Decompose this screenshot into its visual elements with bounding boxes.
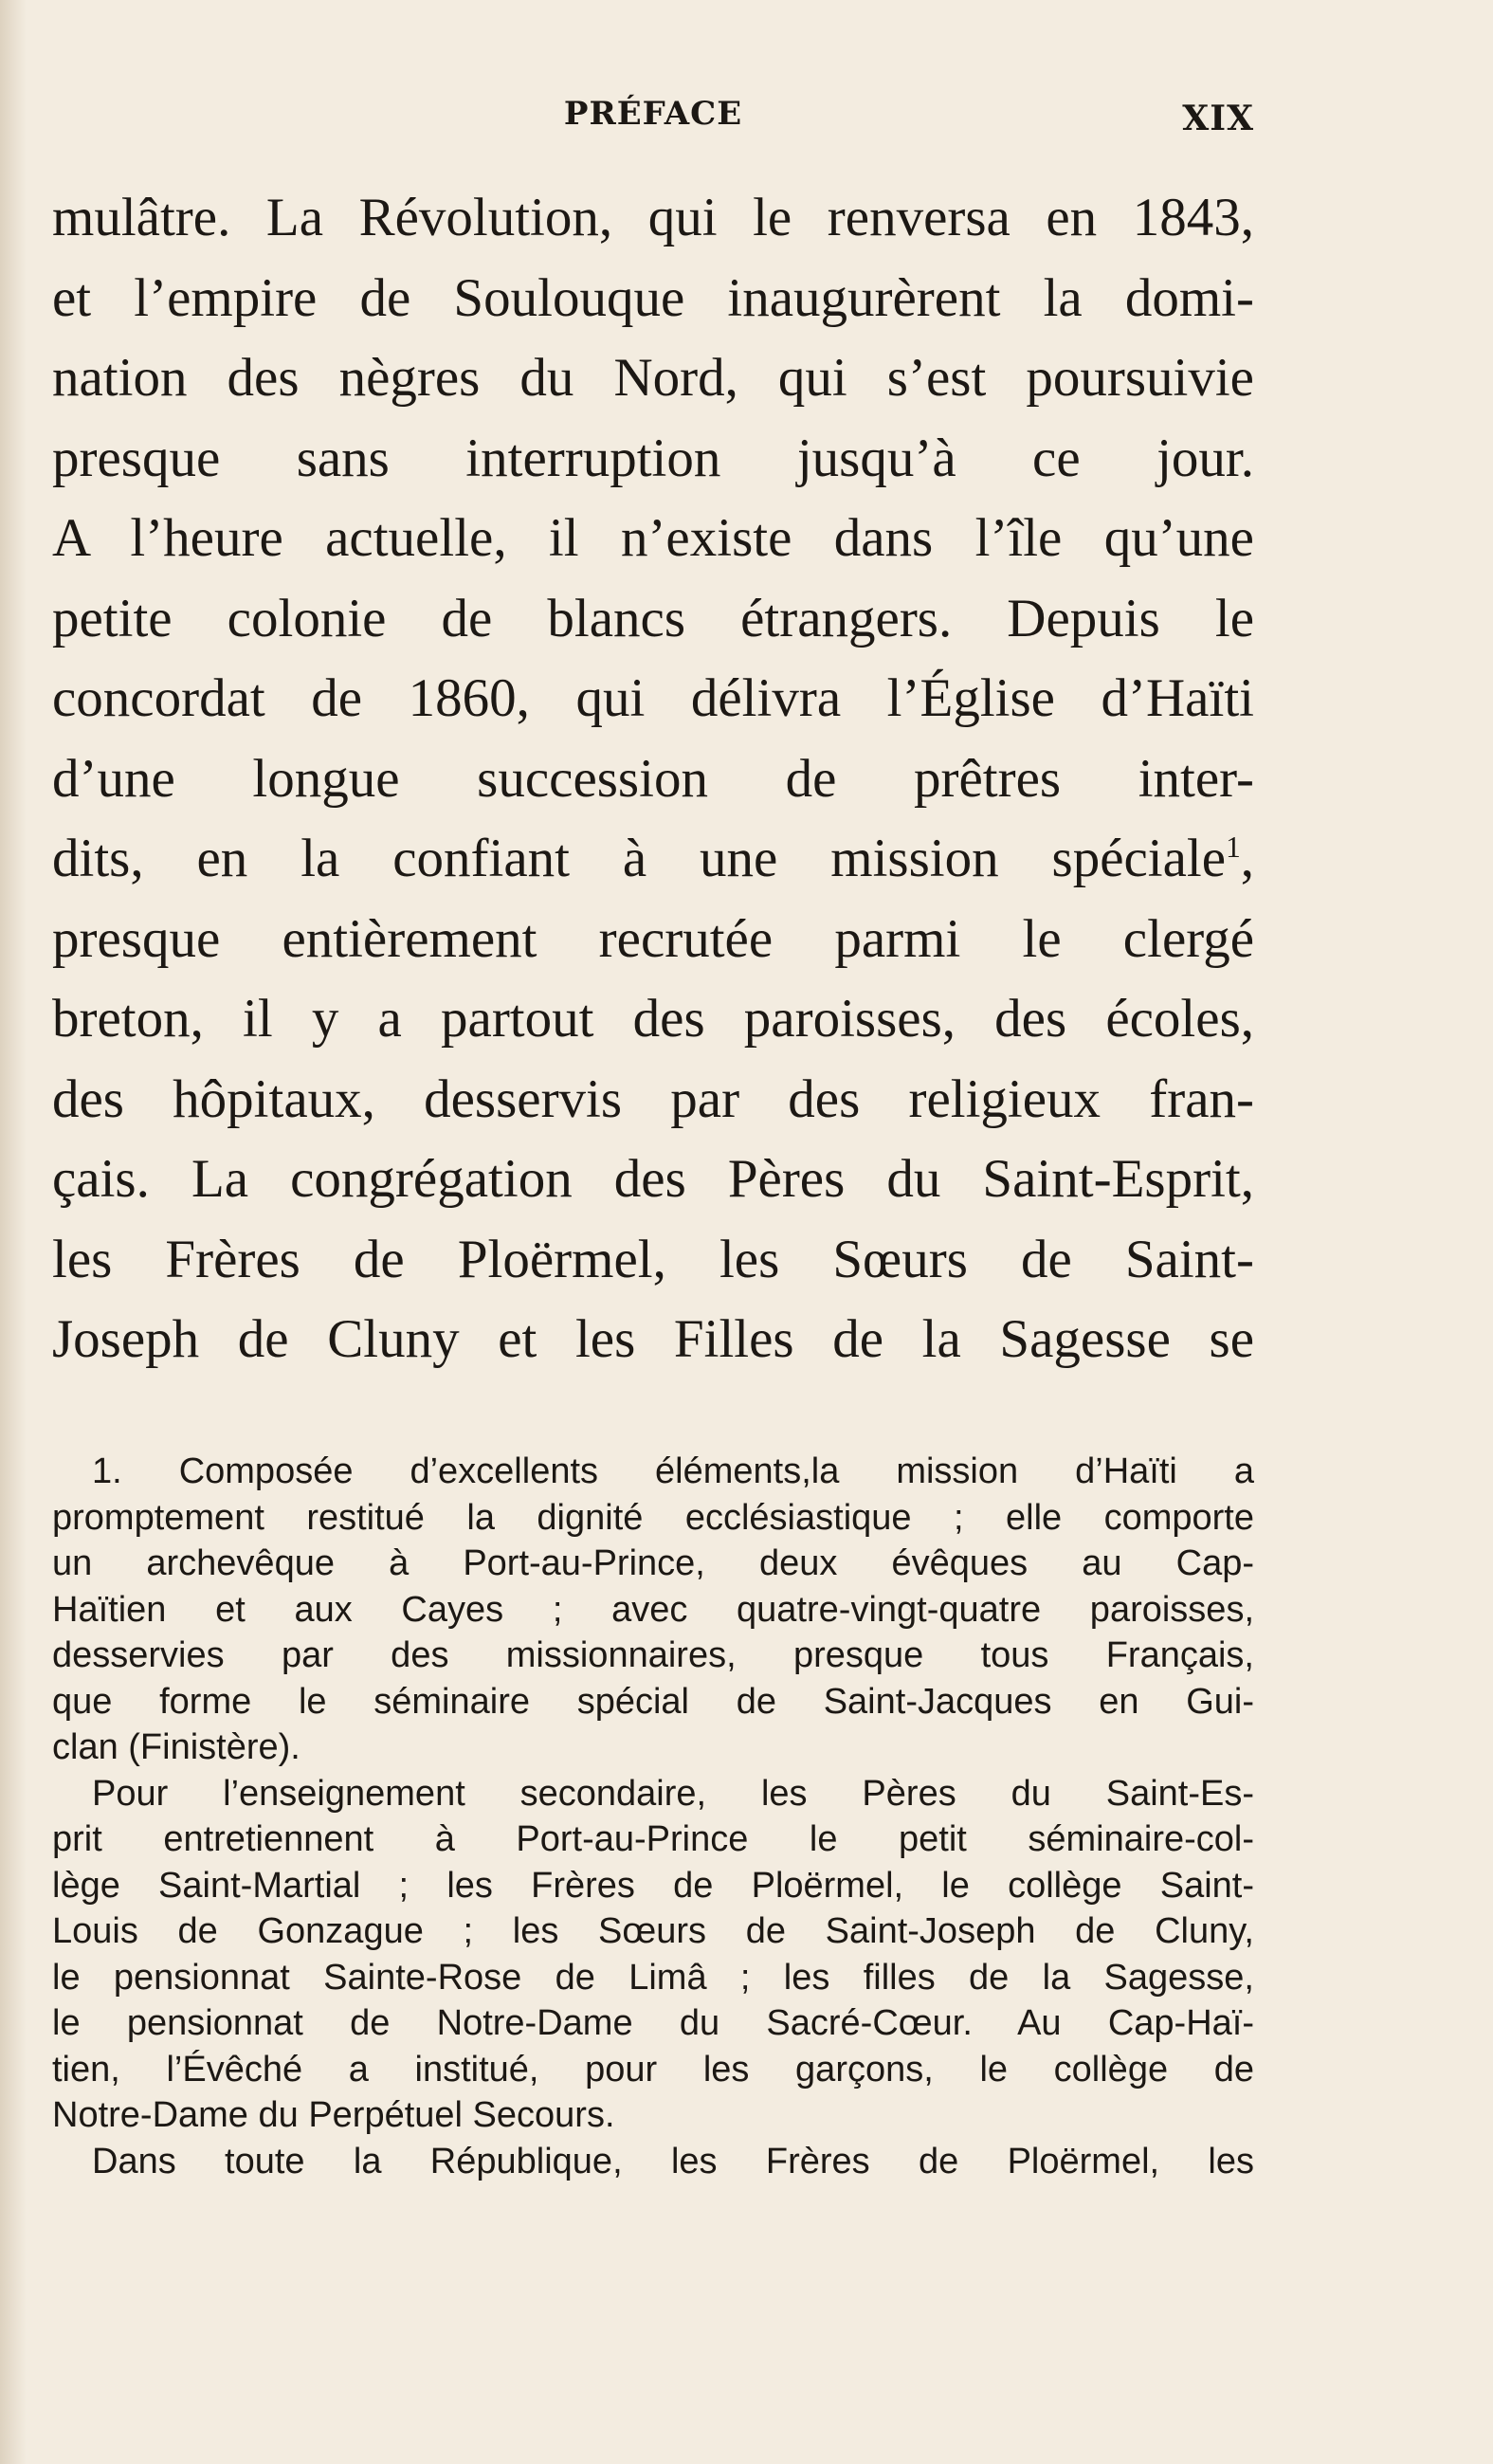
footnote-line: Louis de Gonzague ; les Sœurs de Saint-Joseph de Cluny, (52, 1911, 1254, 1951)
body-line: concordat de 1860, qui délivra l’Église d’Haïti (52, 668, 1254, 728)
body-line: nation des nègres du Nord, qui s’est poursuivie (52, 348, 1254, 408)
footnote-line: Pour l’enseignement secondaire, les Pères du Saint-Es- (92, 1773, 1254, 1814)
footnote-line: clan (Finistère). (52, 1727, 300, 1767)
body-line-text: dits, en la confiant à une mission spéciale (52, 829, 1227, 888)
footnote-line: lège Saint-Martial ; les Frères de Ploërmel, le collège Saint- (52, 1865, 1254, 1906)
body-line-punctuation: , (1240, 829, 1254, 888)
footnote-line: un archevêque à Port-au-Prince, deux évêques au Cap- (52, 1543, 1254, 1583)
body-line: d’une longue succession de prêtres inter- (52, 748, 1254, 809)
body-line: et l’empire de Soulouque inaugurèrent la domi- (52, 267, 1254, 328)
footnote-line: que forme le séminaire spécial de Saint-Jacques en Gui- (52, 1681, 1254, 1722)
body-line: mulâtre. La Révolution, qui le renversa en 1843, (52, 188, 1254, 247)
body-line: breton, il y a partout des paroisses, des écoles, (52, 989, 1254, 1049)
body-line: des hôpitaux, desservis par des religieux fran- (52, 1068, 1254, 1129)
footnote-line: Dans toute la République, les Frères de Ploërmel, les (92, 2141, 1254, 2181)
body-line-with-footnote-ref (52, 819, 1254, 900)
body-line: presque entièrement recrutée parmi le clergé (52, 908, 1254, 969)
body-line: A l’heure actuelle, il n’existe dans l’île qu’une (52, 508, 1254, 568)
running-title: PRÉFACE (563, 95, 743, 133)
footnote-line: tien, l’Évêché a institué, pour les garçons, le collège de (52, 2049, 1254, 2090)
footnote-marker: 1. (92, 1451, 122, 1491)
footnote-line: desservies par des missionnaires, presque tous Français, (52, 1635, 1254, 1675)
footnote-line-text: Composée d’excellents éléments,la mission d’Haïti a (178, 1451, 1254, 1491)
footnote-reference[interactable]: 1 (1226, 830, 1241, 864)
body-text (52, 178, 1254, 1380)
body-line: Joseph de Cluny et les Filles de la Sagesse se (52, 1309, 1254, 1369)
footnote-line: Haïtien et aux Cayes ; avec quatre-vingt-quatre paroisses, (52, 1589, 1254, 1630)
page-number: XIX (1182, 99, 1254, 138)
footnote-line: le pensionnat de Notre-Dame du Sacré-Cœur. Au Cap-Haï- (52, 2003, 1254, 2043)
footnote (52, 1449, 1254, 2184)
running-header (52, 87, 1254, 144)
body-line: les Frères de Ploërmel, les Sœurs de Saint- (52, 1229, 1254, 1289)
footnote-line: Notre-Dame du Perpétuel Secours. (52, 2095, 615, 2135)
body-line: presque sans interruption jusqu’à ce jour. (52, 428, 1254, 488)
footnote-first-line (52, 1449, 1254, 1495)
body-line: çais. La congrégation des Pères du Saint-Esprit, (52, 1149, 1254, 1209)
footnote-line: prit entretiennent à Port-au-Prince le petit séminaire-col- (52, 1819, 1254, 1859)
footnote-line: promptement restitué la dignité ecclésiastique ; elle comporte (52, 1497, 1254, 1538)
footnote-line: le pensionnat Sainte-Rose de Limâ ; les filles de la Sagesse, (52, 1957, 1254, 1998)
body-line: petite colonie de blancs étrangers. Depuis le (52, 588, 1254, 648)
